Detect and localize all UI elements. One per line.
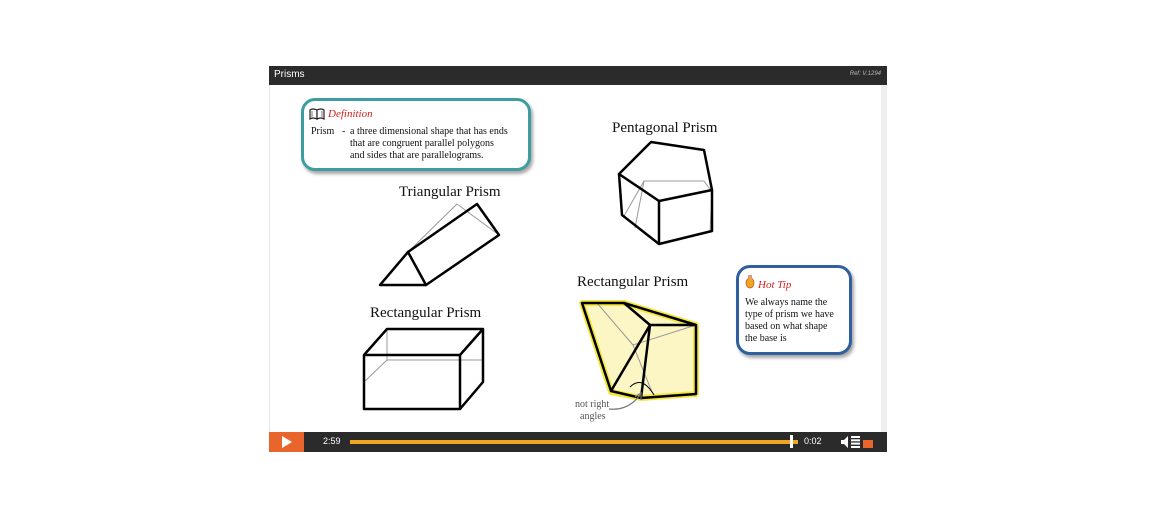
slide-area[interactable] — [269, 85, 887, 432]
play-button[interactable] — [269, 432, 304, 452]
remaining-time: 0:02 — [804, 436, 822, 446]
pentagonal-prism-label: Pentagonal Prism — [612, 120, 718, 136]
definition-dash: - — [342, 126, 346, 137]
video-title: Prisms — [274, 69, 305, 80]
rectangular-prism-label-left: Rectangular Prism — [370, 305, 482, 321]
hot-tip-line-3: based on what shape — [745, 321, 828, 332]
prism-drawings — [270, 85, 882, 432]
reference-code: Ref: V.1294 — [849, 71, 881, 77]
progress-fill — [350, 440, 791, 444]
definition-line-3: and sides that are parallelograms. — [350, 150, 484, 161]
hot-tip-callout — [736, 265, 852, 355]
definition-line-1: a three dimensional shape that has ends — [350, 126, 508, 137]
oblique-prism-shape — [582, 303, 696, 398]
progress-track[interactable] — [350, 440, 798, 444]
hot-tip-line-1: We always name the — [745, 297, 828, 308]
rectangular-prism-label-right: Rectangular Prism — [577, 274, 689, 290]
hot-tip-heading: Hot Tip — [758, 279, 792, 291]
triangular-prism-label: Triangular Prism — [399, 184, 501, 200]
triangular-prism-shape — [380, 204, 499, 285]
not-right-label-1: not right — [575, 399, 610, 410]
video-player — [269, 66, 887, 452]
menu-icon[interactable] — [851, 436, 860, 448]
player-controls — [269, 432, 887, 452]
progress-handle[interactable] — [790, 435, 793, 448]
definition-heading: Definition — [328, 108, 373, 120]
title-bar — [269, 66, 887, 85]
hot-tip-line-4: the base is — [745, 333, 787, 344]
definition-term: Prism — [311, 126, 335, 137]
not-right-label-2: angles — [580, 411, 606, 422]
elapsed-time: 2:59 — [323, 436, 341, 446]
play-icon — [281, 436, 293, 448]
pentagonal-prism-shape — [619, 142, 712, 244]
captions-icon[interactable] — [863, 440, 873, 448]
lightbulb-icon — [745, 274, 755, 291]
definition-line-2: that are congruent parallel polygons — [350, 138, 494, 149]
hot-tip-line-2: type of prism we have — [745, 309, 834, 320]
rectangular-prism-left-shape — [364, 329, 483, 409]
